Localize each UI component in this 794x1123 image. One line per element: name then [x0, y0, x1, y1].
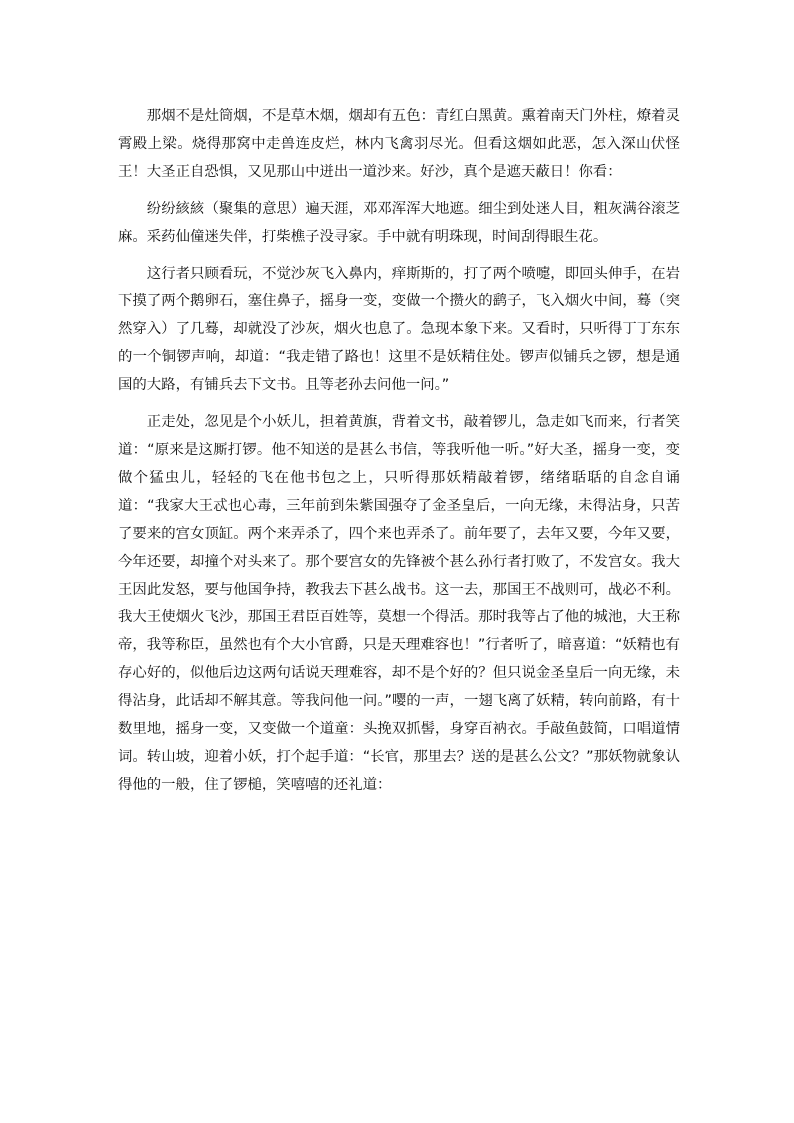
- document-page: [118, 103, 680, 800]
- paragraph-little-demon: 正走处，忽见是个小妖儿，担着黄旗，背着文书，敲着锣儿，急走如飞而来，行者笑道：“原来是这厮打锣。他不知送的是甚么书信，等我听他一听。”好大圣，摇身一变，变做个猛虫儿，轻轻的飞在他书包之上，只听得那妖精敲着锣，绪绪聒聒的自念自诵道：“我家大王忒也心毒，三年前到朱紫国强夺了金圣皇后，一向无缘，未得沾身，只苦了要来的宫女顶缸。两个来弄杀了，四个来也弄杀了。前年要了，去年又要，今年又要，今年还要，却撞个对头来了。那个要宫女的先锋被个甚么孙行者打败了，不发宫女。我大王因此发怒，要与他国争持，教我去下甚么战书。这一去，那国王不战则可，战必不利。我大王使烟火飞沙，那国王君臣百姓等，莫想一个得活。那时我等占了他的城池，大王称帝，我等称臣，虽然也有个大小官爵，只是天理难容也！”行者听了，暗喜道：“妖精也有存心好的，似他后边这两句话说天理难容，却不是个好的？但只说金圣皇后一向无缘，未得沾身，此话却不解其意。等我问他一问。”嘤的一声，一翅飞离了妖精，转向前路，有十数里地，摇身一变，又变做一个道童：头挽双抓髻，身穿百衲衣。手敲鱼鼓简，口唱道情词。转山坡，迎着小妖，打个起手道：“长官，那里去？送的是甚么公文？”那妖物就象认得他的一般，住了锣槌，笑嘻嘻的还礼道：: [118, 414, 680, 793]
- paragraph-wukong-transforms: 这行者只顾看玩，不觉沙灰飞入鼻内，痒斯斯的，打了两个喷嚏，即回头伸手，在岩下摸了两个鹅卵石，塞住鼻子，摇身一变，变做一个攒火的鹞子，飞入烟火中间，蓦（突然穿入）了几蓦，却就没了沙灰，烟火也息了。急现本象下来。又看时，只听得丁丁东东的一个铜锣声响，却道：“我走错了路也！这里不是妖精住处。锣声似铺兵之锣，想是通国的大路，有铺兵去下文书。且等老孙去问他一问。”: [118, 265, 680, 394]
- paragraph-sand-verse: 纷纷絯絯（聚集的意思）遍天涯，邓邓浑浑大地遮。细尘到处迷人目，粗灰满谷滚芝麻。采药仙僮迷失伴，打柴樵子没寻家。手中就有明珠现，时间刮得眼生花。: [118, 200, 680, 245]
- paragraph-smoke: 那烟不是灶筒烟，不是草木烟，烟却有五色：青红白黑黄。熏着南天门外柱，燎着灵霄殿上梁。烧得那窝中走兽连皮烂，林内飞禽羽尽光。但看这烟如此恶，怎入深山伏怪王！大圣正自恐惧，又见那山中迸出一道沙来。好沙，真个是遮天蔽日！你看：: [118, 108, 680, 180]
